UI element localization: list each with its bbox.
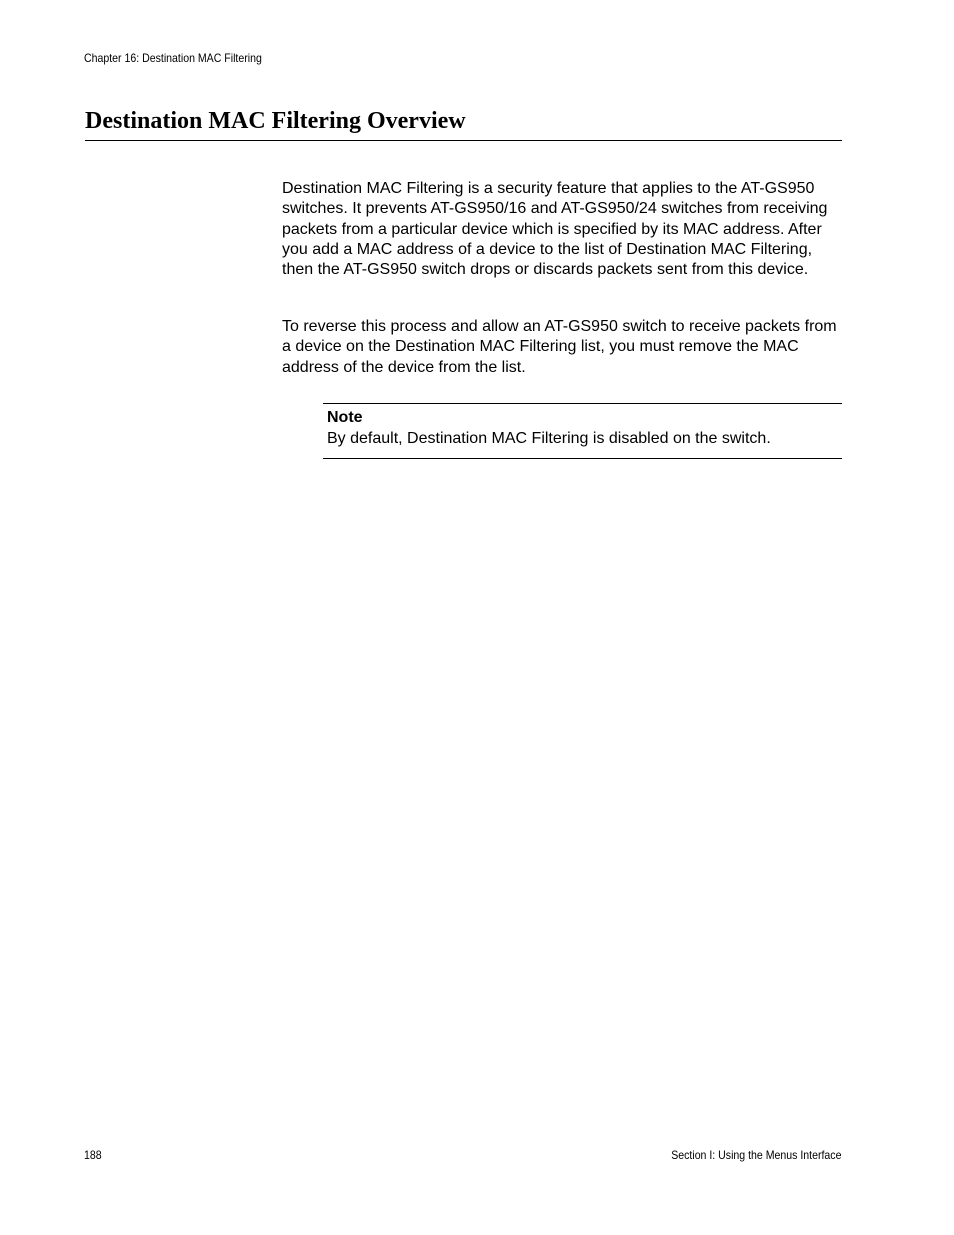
body-paragraph-2: To reverse this process and allow an AT-GS950 switch to receive packets from a device on the Destination MAC Filtering list, you must remove the MAC address of the device from the list. <box>282 318 837 376</box>
running-header-chapter: Chapter 16: Destination MAC Filtering <box>84 51 262 65</box>
note-text: By default, Destination MAC Filtering is disabled on the switch. <box>327 430 771 447</box>
page-title: Destination MAC Filtering Overview <box>85 106 842 141</box>
footer-section-title: Section I: Using the Menus Interface <box>670 1148 841 1162</box>
body-paragraph-1: Destination MAC Filtering is a security feature that applies to the AT-GS950 switches. It prevents AT-GS950/16 and AT-GS950/24 switches from receiving packets from a particular device which is specified by its MAC address. After you add a MAC address of a device to the list of Destination MAC Filtering, then the AT-GS950 switch drops or discards packets sent from this device. <box>282 180 828 279</box>
note-heading: Note <box>327 409 363 426</box>
note-box <box>323 403 842 459</box>
footer-page-number: 188 <box>84 1148 102 1162</box>
